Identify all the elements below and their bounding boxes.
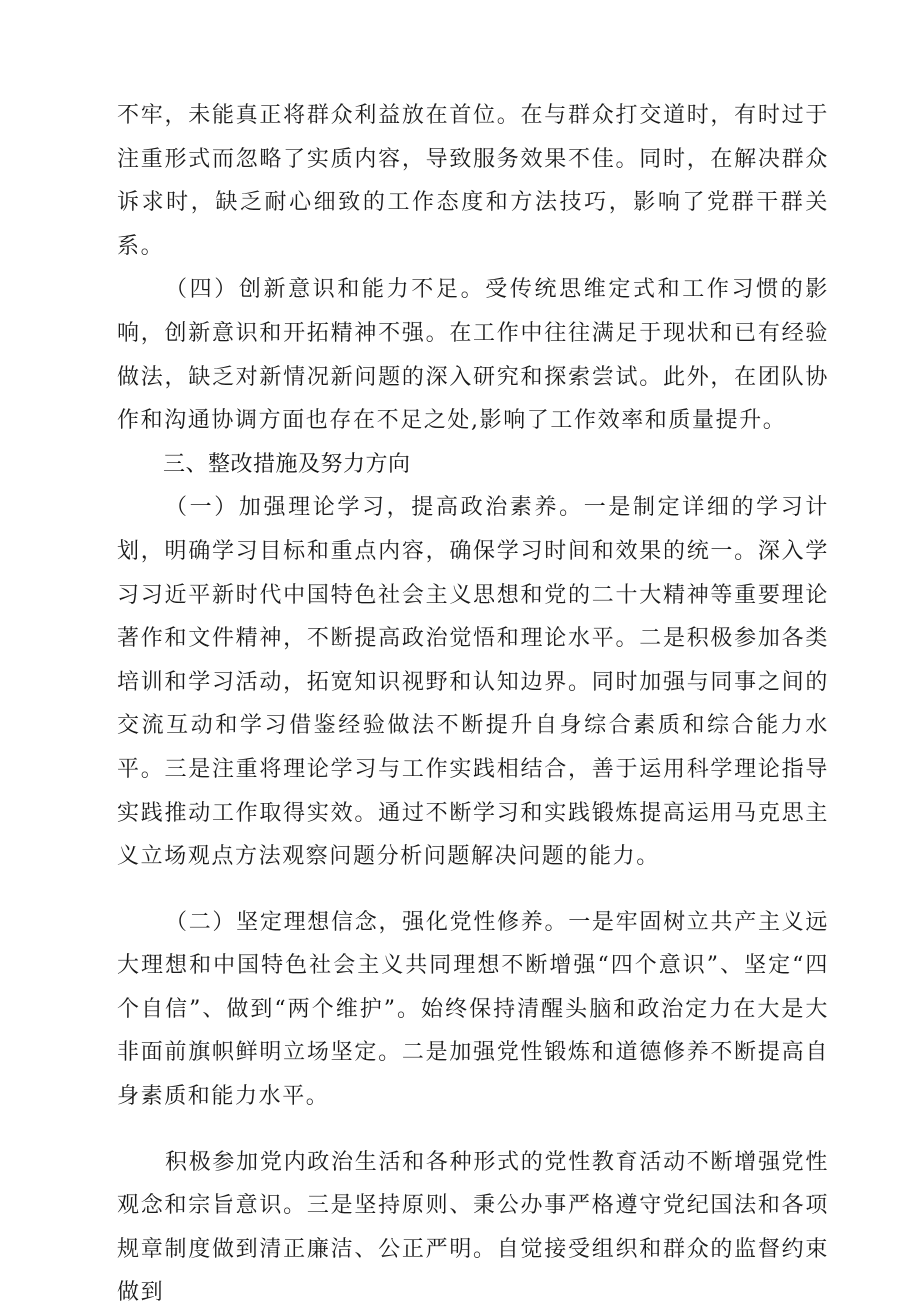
section-heading-rectification: 三、整改措施及努力方向 <box>163 451 411 477</box>
paragraph-service-issues: 不牢，未能真正将群众利益放在首位。在与群众打交道时，有时过于注重形式而忽略了实质内容，导致服务效果不佳。同时，在解决群众诉求时，缺乏耐心细致的工作态度和方法技巧，影响了党群干群关系。 <box>117 103 829 259</box>
paragraph-party-activities: 积极参加党内政治生活和各种形式的党性教育活动不断增强党性观念和宗旨意识。三是坚持原则、秉公办事严格遵守党纪国法和各项规章制度做到清正廉洁、公正严明。自觉接受组织和群众的监督约束做到 <box>117 1149 829 1306</box>
paragraph-innovation-issues: （四）创新意识和能力不足。受传统思维定式和工作习惯的影响，创新意识和开拓精神不强。在工作中往往满足于现状和已有经验做法，缺乏对新情况新问题的深入研究和探索尝试。此外，在团队协作和沟通协调方面也存在不足之处,影响了工作效率和质量提升。 <box>117 277 829 434</box>
paragraph-ideals-beliefs: （二）坚定理想信念，强化党性修养。一是牢固树立共产主义远大理想和中国特色社会主义共同理想不断增强“四个意识”、坚定“四个自信”、做到“两个维护”。始终保持清醒头脑和政治定力在大是大非面前旗帜鲜明立场坚定。二是加强党性锻炼和道德修养不断提高自身素质和能力水平。 <box>117 909 829 1110</box>
paragraph-theory-study: （一）加强理论学习，提高政治素养。一是制定详细的学习计划，明确学习目标和重点内容，确保学习时间和效果的统一。深入学习习近平新时代中国特色社会主义思想和党的二十大精神等重要理论著作和文件精神，不断提高政治觉悟和理论水平。二是积极参加各类培训和学习活动，拓宽知识视野和认知边界。同时加强与同事之间的交流互动和学习借鉴经验做法不断提升自身综合素质和综合能力水平。三是注重将理论学习与工作实践相结合，善于运用科学理论指导实践推动工作取得实效。通过不断学习和实践锻炼提高运用马克思主义立场观点方法观察问题分析问题解决问题的能力。 <box>117 495 829 870</box>
document-body <box>117 94 829 1315</box>
